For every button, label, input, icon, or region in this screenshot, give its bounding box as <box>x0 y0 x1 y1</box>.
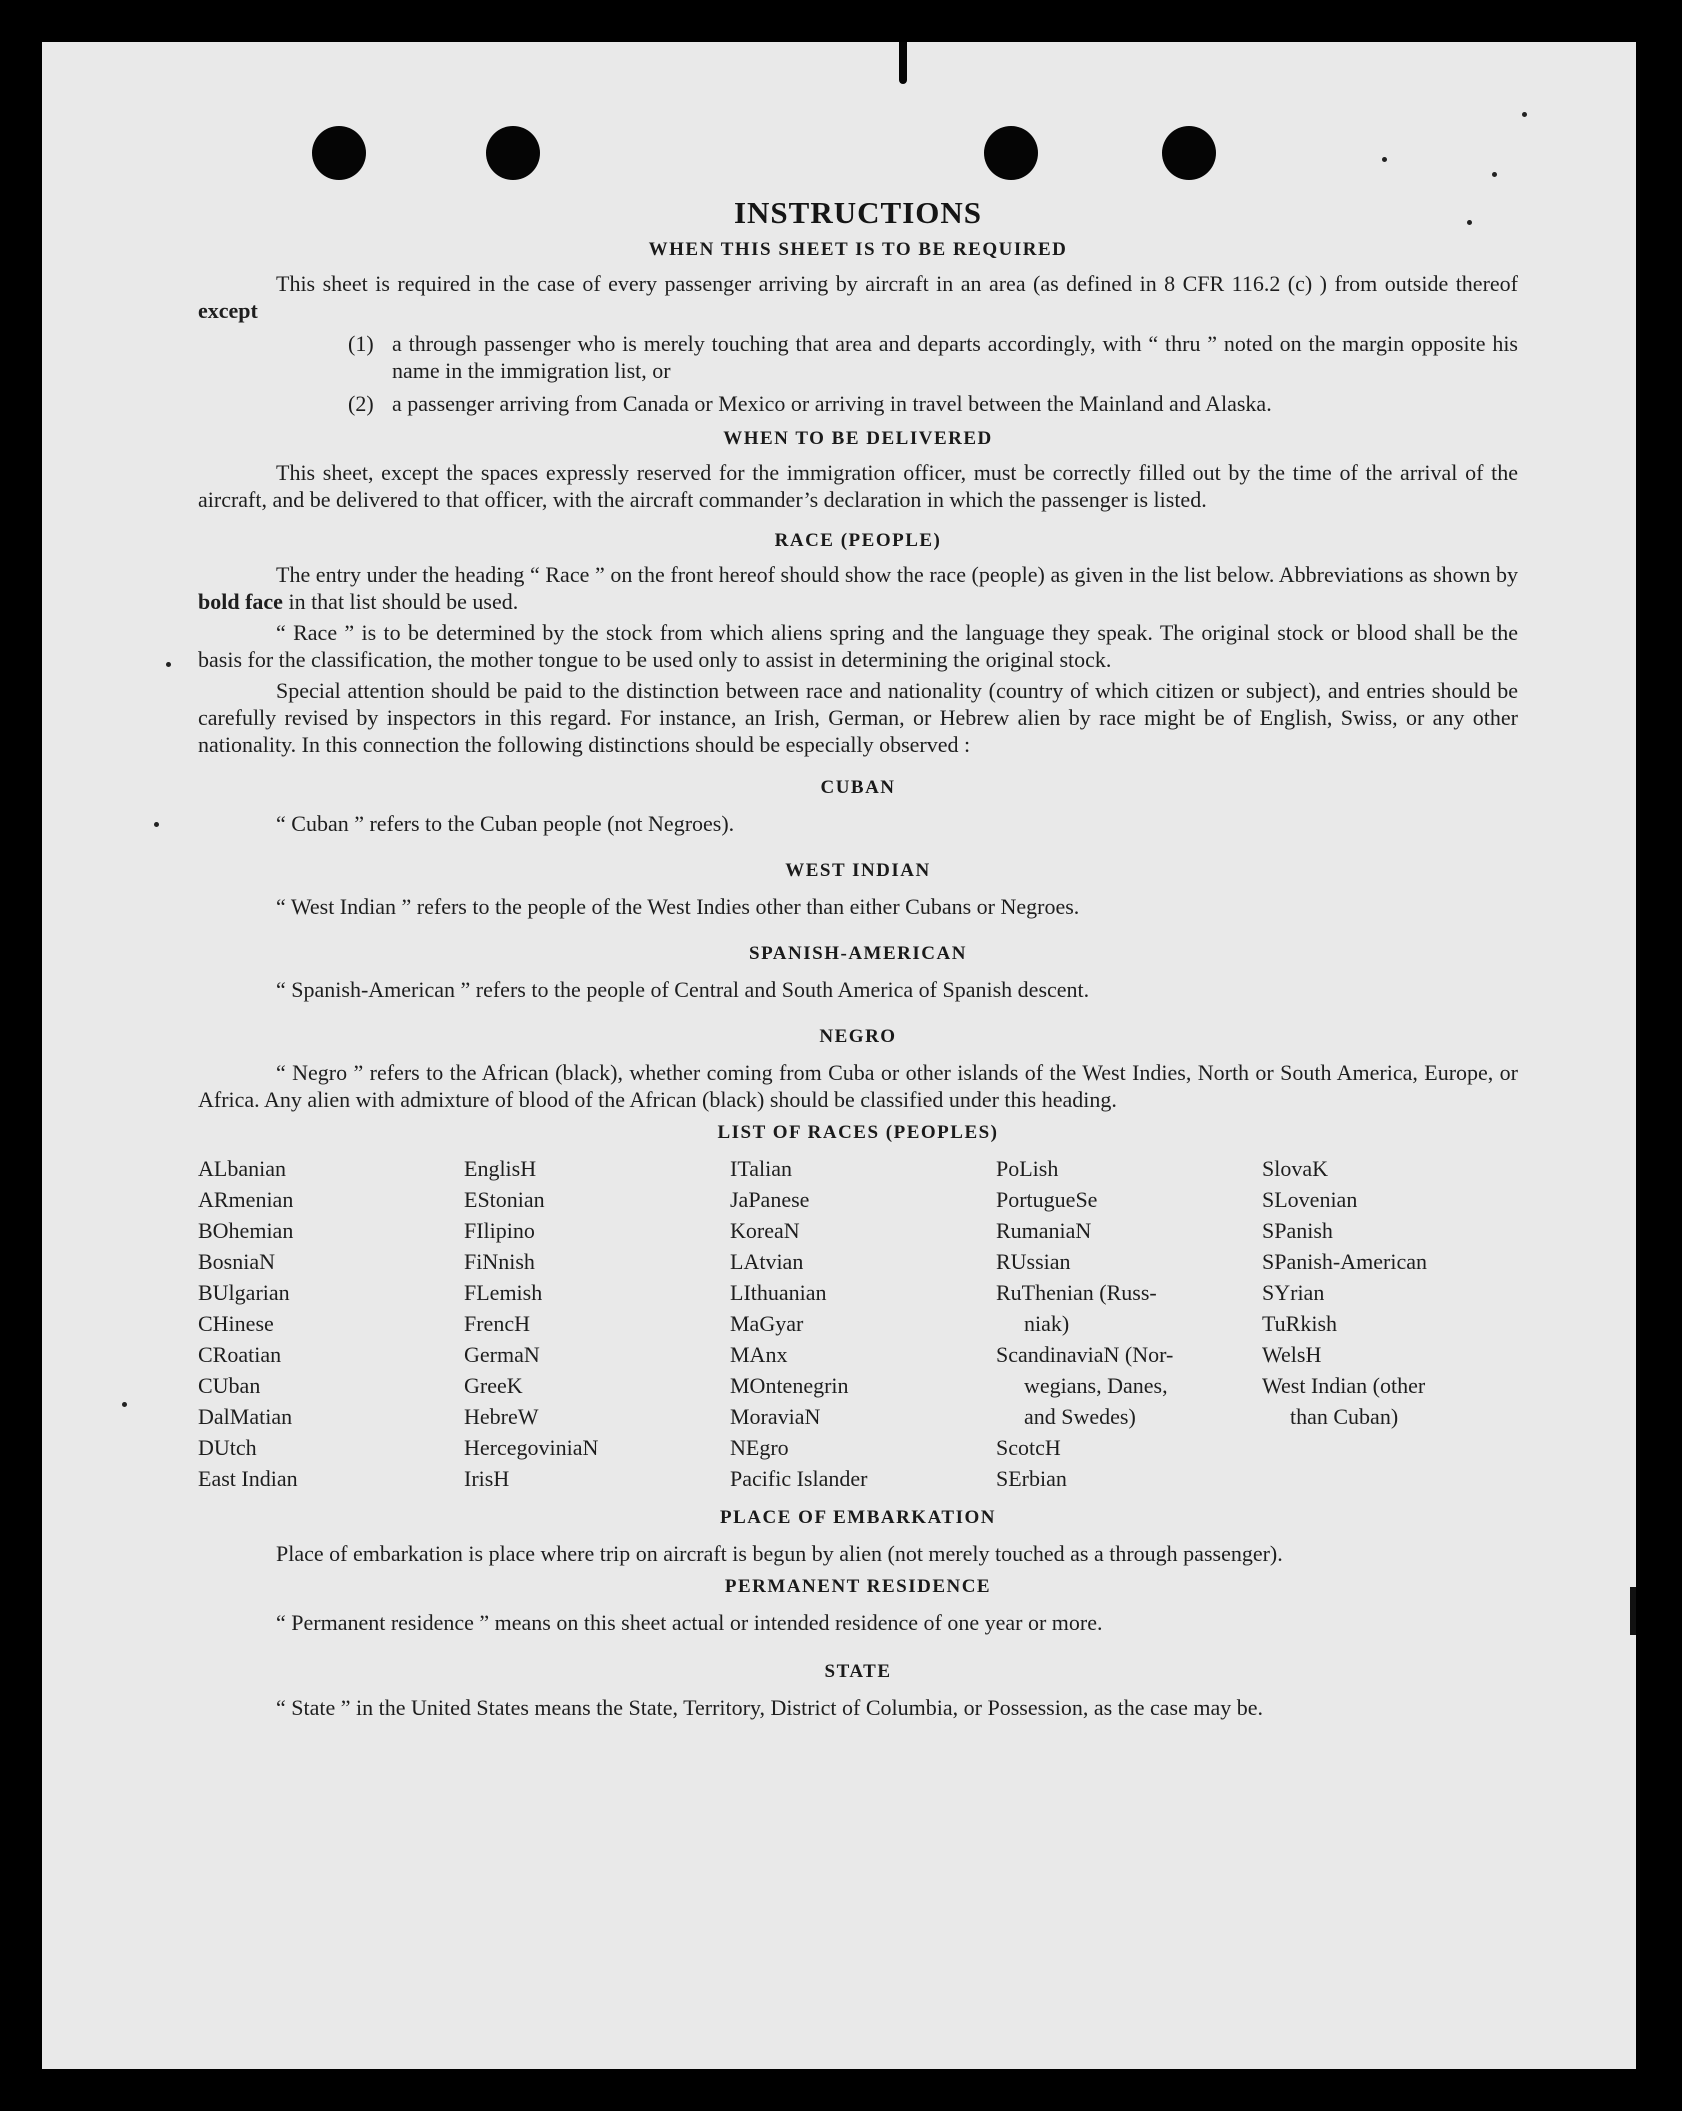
race-item: FIlipino <box>464 1218 535 1243</box>
speck <box>1382 157 1387 162</box>
section-heading: CUBAN <box>820 777 896 798</box>
section-heading: NEGRO <box>819 1026 897 1047</box>
race-item: RUssian <box>996 1249 1071 1274</box>
text: in that list should be used. <box>282 589 519 614</box>
race-item: HercegoviniaN <box>464 1435 599 1460</box>
race-item: LIthuanian <box>730 1280 827 1305</box>
race-item: HebreW <box>464 1404 539 1429</box>
race-item: PoLish <box>996 1156 1059 1181</box>
list-item <box>198 330 1518 384</box>
race-item: MoraviaN <box>730 1404 821 1429</box>
speck <box>122 1402 127 1407</box>
punch-hole <box>312 126 366 180</box>
race-item: GreeK <box>464 1373 523 1398</box>
paragraph: “ Cuban ” refers to the Cuban people (not Negroes). <box>276 811 735 836</box>
paragraph: “ West Indian ” refers to the people of the West Indies other than either Cubans or Negroes. <box>276 894 1080 919</box>
race-item: ScotcH <box>996 1435 1061 1460</box>
section-heading: RACE (PEOPLE) <box>774 530 942 551</box>
race-item: SlovaK <box>1262 1156 1328 1181</box>
paragraph <box>198 270 1518 324</box>
section-heading: PERMANENT RESIDENCE <box>724 1576 992 1597</box>
race-item: MAnx <box>730 1342 788 1367</box>
punch-hole <box>1162 126 1216 180</box>
race-item: BOhemian <box>198 1218 294 1243</box>
race-item: TuRkish <box>1262 1311 1338 1336</box>
section-heading: SPANISH-AMERICAN <box>749 943 967 964</box>
paragraph: Place of embarkation is place where trip on aircraft is begun by alien (not merely touched as a through passenger). <box>276 1541 1283 1566</box>
race-column <box>198 1153 464 1494</box>
punch-hole <box>486 126 540 180</box>
race-item: Pacific Islander <box>730 1466 868 1491</box>
race-item: West Indian (other <box>1262 1373 1426 1398</box>
race-item: ARmenian <box>198 1187 294 1212</box>
race-item: FiNnish <box>464 1249 535 1274</box>
races-list <box>198 1153 1518 1494</box>
bold-text: except <box>198 298 258 323</box>
race-item: SPanish <box>1262 1218 1333 1243</box>
race-item: ITalian <box>730 1156 792 1181</box>
race-column <box>730 1153 996 1494</box>
race-item: FLemish <box>464 1280 543 1305</box>
race-column <box>464 1153 730 1494</box>
race-item: SLovenian <box>1262 1187 1358 1212</box>
race-item: SErbian <box>996 1466 1067 1491</box>
race-item: MOntenegrin <box>730 1373 849 1398</box>
speck <box>1522 112 1527 117</box>
race-item: than Cuban) <box>1290 1404 1399 1429</box>
right-edge-mark <box>1630 1587 1636 1635</box>
race-item: niak) <box>1024 1311 1070 1336</box>
race-item: BUlgarian <box>198 1280 290 1305</box>
item-text: a passenger arriving from Canada or Mexico or arriving in travel between the Mainland and Alaska. <box>392 391 1272 416</box>
instructions-content <box>198 194 1518 1721</box>
race-item: GermaN <box>464 1342 540 1367</box>
race-item: CHinese <box>198 1311 274 1336</box>
paragraph: Special attention should be paid to the distinction between race and nationality (country of which citizen or subject), and entries should be carefully revised by inspectors in this regard. For instance, an Irish, German, or Hebrew alien by race might be of English, Swiss, or any other nationality. In this connection the following distinctions should be especially observed : <box>198 678 1518 757</box>
race-item: ALbanian <box>198 1156 286 1181</box>
race-column <box>996 1153 1262 1494</box>
race-item: KoreaN <box>730 1218 800 1243</box>
race-item: DalMatian <box>198 1404 293 1429</box>
top-edge-mark <box>899 42 907 84</box>
item-number: (1) <box>348 331 374 356</box>
page-title: INSTRUCTIONS <box>733 195 982 230</box>
section-heading: STATE <box>824 1661 892 1682</box>
race-column <box>1262 1153 1518 1494</box>
text: This sheet is required in the case of every passenger arriving by aircraft in an area (as defined in 8 CFR 116.2 (c) ) from outside thereof <box>276 271 1518 296</box>
speck <box>166 662 171 667</box>
race-item: ScandinaviaN (Nor- <box>996 1342 1174 1367</box>
race-item: RuThenian (Russ- <box>996 1280 1157 1305</box>
race-item: EStonian <box>464 1187 545 1212</box>
race-item: EnglisH <box>464 1156 537 1181</box>
paragraph: “ Permanent residence ” means on this sheet actual or intended residence of one year or more. <box>276 1610 1103 1635</box>
race-item: NEgro <box>730 1435 789 1460</box>
race-item: SPanish-American <box>1262 1249 1427 1274</box>
race-item: DUtch <box>198 1435 257 1460</box>
race-item: and Swedes) <box>1024 1404 1136 1429</box>
text: The entry under the heading “ Race ” on the front hereof should show the race (people) as given in the list below. Abbreviations as shown by <box>276 562 1518 587</box>
paragraph: “ Race ” is to be determined by the stock from which aliens spring and the language they speak. The original stock or blood shall be the basis for the classification, the mother tongue to be used only to assist in determining the original stock. <box>198 620 1518 672</box>
race-item: JaPanese <box>730 1187 810 1212</box>
item-text: a through passenger who is merely touching that area and departs accordingly, with “ thru ” noted on the margin opposite his name in the immigration list, or <box>392 331 1518 383</box>
race-item: PortugueSe <box>996 1187 1098 1212</box>
race-item: BosniaN <box>198 1249 275 1274</box>
punch-hole <box>984 126 1038 180</box>
race-item: East Indian <box>198 1466 298 1491</box>
item-number: (2) <box>348 391 374 416</box>
paragraph: This sheet, except the spaces expressly reserved for the immigration officer, must be correctly filled out by the time of the arrival of the aircraft, and be delivered to that officer, with the aircraft commander’s declaration in which the passenger is listed. <box>198 460 1518 512</box>
section-heading: WHEN THIS SHEET IS TO BE REQUIRED <box>648 239 1068 260</box>
race-item: RumaniaN <box>996 1218 1092 1243</box>
paragraph: “ Spanish-American ” refers to the people of Central and South America of Spanish descent. <box>276 977 1090 1002</box>
paragraph: “ Negro ” refers to the African (black), whether coming from Cuba or other islands of the West Indies, North or South America, Europe, or Africa. Any alien with admixture of blood of the African (black) should be classified under this heading. <box>198 1060 1518 1112</box>
race-item: WelsH <box>1262 1342 1322 1367</box>
bold-text: bold face <box>198 589 283 614</box>
section-heading: PLACE OF EMBARKATION <box>720 1507 996 1528</box>
race-item: wegians, Danes, <box>1024 1373 1168 1398</box>
section-heading: WEST INDIAN <box>785 860 931 881</box>
race-item: LAtvian <box>730 1249 804 1274</box>
race-item: FrencH <box>464 1311 530 1336</box>
speck <box>1492 172 1497 177</box>
paragraph <box>198 561 1518 615</box>
list-item <box>198 390 1518 417</box>
section-heading: LIST OF RACES (PEOPLES) <box>717 1122 999 1143</box>
document-page <box>42 42 1636 2069</box>
section-heading: WHEN TO BE DELIVERED <box>723 428 993 449</box>
speck <box>154 822 159 827</box>
paragraph: “ State ” in the United States means the State, Territory, District of Columbia, or Possession, as the case may be. <box>276 1695 1264 1720</box>
race-item: CRoatian <box>198 1342 282 1367</box>
race-item: SYrian <box>1262 1280 1325 1305</box>
race-item: CUban <box>198 1373 261 1398</box>
race-item: IrisH <box>464 1466 510 1491</box>
race-item: MaGyar <box>730 1311 804 1336</box>
